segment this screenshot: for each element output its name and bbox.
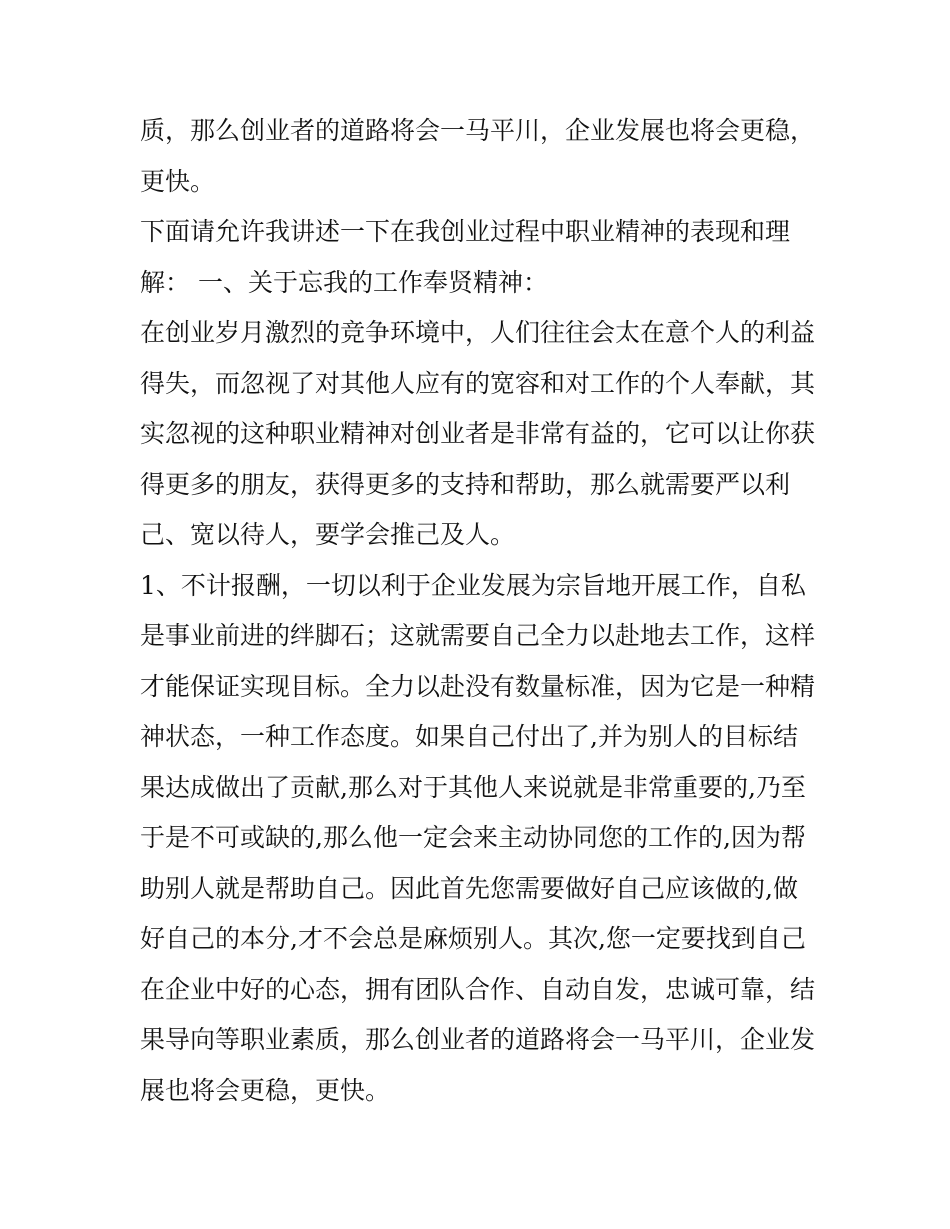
text-line: 己、宽以待人，要学会推己及人。 [140,520,516,549]
document-body [140,106,815,1116]
paragraph-4 [140,561,815,1117]
text-line: 于是不可或缺的,那么他一定会来主动协同您的工作的,因为帮 [140,823,806,852]
text-line: 助别人就是帮助自己。因此首先您需要做好自己应该做的,做 [140,873,798,903]
text-line: 是事业前进的绊脚石；这就需要自己全力以赴地去工作，这样 [140,621,816,650]
text-line: 果导向等职业素质，那么创业者的道路将会一马平川，企业发 [140,1025,816,1054]
text-line: 更快。 [140,166,216,196]
paragraph-3 [140,308,815,561]
text-line: 果达成做出了贡献,那么对于其他人来说就是非常重要的,乃至 [140,772,806,802]
paragraph-1 [140,106,815,207]
text-line: 1、不计报酬，一切以利于企业发展为宗旨地开展工作，自私 [140,570,806,600]
text-line: 才能保证实现目标。全力以赴没有数量标准，因为它是一种精 [140,671,816,701]
paragraph-2 [140,207,815,308]
text-line: 好自己的本分,才不会总是麻烦别人。其次,您一定要找到自己 [140,924,806,953]
text-line: 神状态，一种工作态度。如果自己付出了,并为别人的目标结 [140,722,798,751]
text-line: 下面请允许我讲述一下在我创业过程中职业精神的表现和理 [140,217,791,246]
text-line: 得更多的朋友，获得更多的支持和帮助，那么就需要严以利 [140,469,791,499]
text-line: 实忽视的这种职业精神对创业者是非常有益的，它可以让你获 [140,419,816,448]
text-line: 在企业中好的心态，拥有团队合作、自动自发，忠诚可靠，结 [140,974,816,1004]
text-line: 解： 一、关于忘我的工作奉贤精神： [140,267,548,297]
text-line: 质，那么创业者的道路将会一马平川，企业发展也将会更稳， [140,116,816,145]
text-line: 得失，而忽视了对其他人应有的宽容和对工作的个人奉献，其 [140,368,816,398]
text-line: 在创业岁月激烈的竞争环境中，人们往往会太在意个人的利益 [140,318,816,347]
text-line: 展也将会更稳，更快。 [140,1075,391,1105]
